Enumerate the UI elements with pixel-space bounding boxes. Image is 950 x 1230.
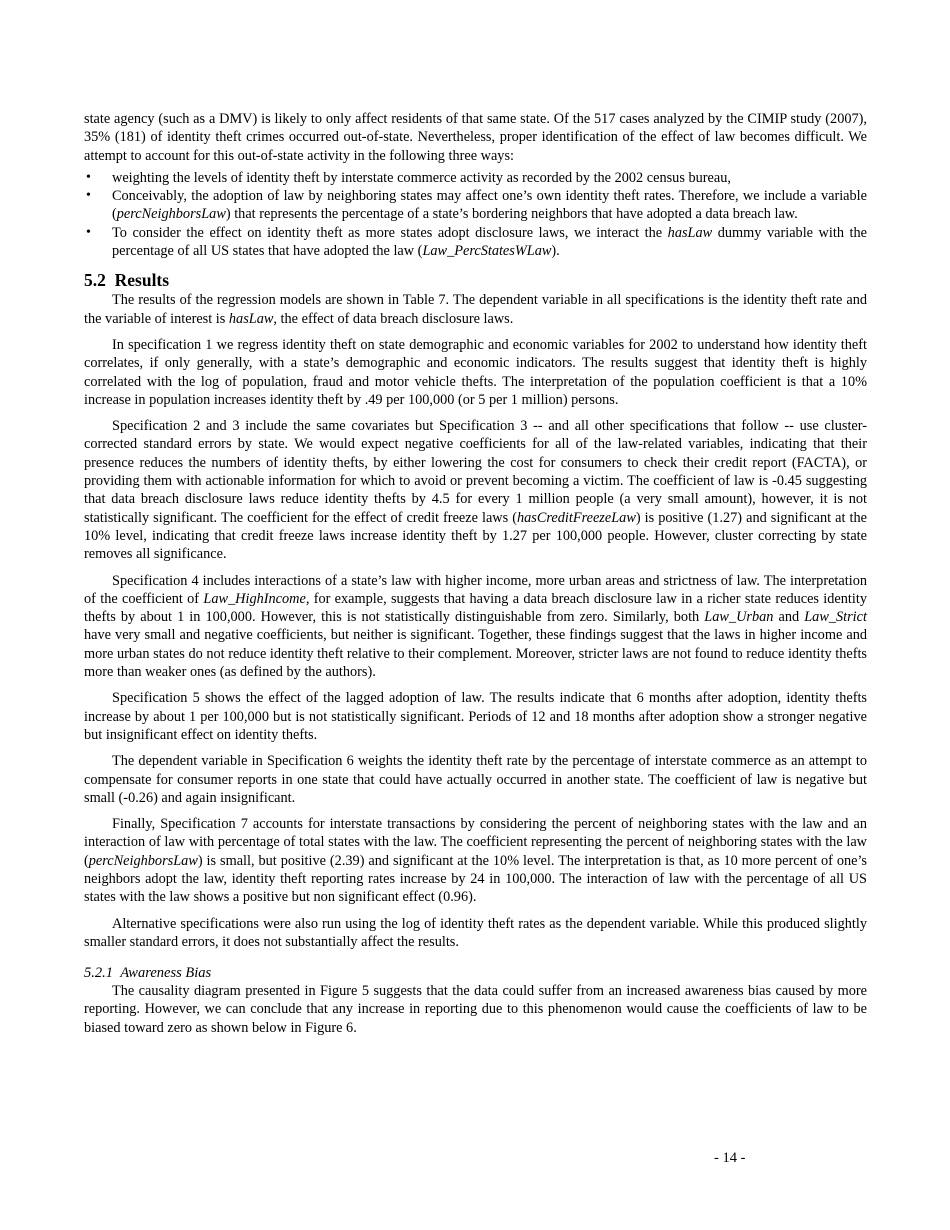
paragraph-text: Specification 4 includes interactions of a state’s law with higher income, more urban areas and strictness of law. The interpretation of the coefficient of <box>84 572 867 607</box>
paragraph <box>84 815 867 906</box>
variable-name: Law_PercStatesWLaw <box>422 243 552 260</box>
paragraph-text: and <box>773 609 805 626</box>
variable-name: hasCreditFreezeLaw <box>516 509 636 526</box>
paragraph-text: , for example, suggests that having a data breach disclosure law in a richer state reduces identity thefts by about 1 in 100,000. However, this is not statistically distinguishable from zero. Similarly, both <box>84 590 867 626</box>
bullet-list <box>84 169 867 260</box>
bullet-text: weighting the levels of identity theft by interstate commerce activity as recorded by the 2002 census bureau, <box>112 169 731 186</box>
paragraph-text: The results of the regression models are shown in Table 7. The dependent variable in all specifications is the identity theft rate and the variable of interest is <box>84 292 867 327</box>
variable-name: Law_Strict <box>804 609 867 626</box>
bullet-text: ) that represents the percentage of a state’s bordering neighbors that have adopted a data breach law. <box>225 206 798 223</box>
section-title: Results <box>114 270 170 291</box>
paragraph <box>84 291 867 328</box>
bullet-item <box>84 169 867 187</box>
variable-name: hasLaw <box>667 224 713 241</box>
section-number: 5.2 <box>84 270 106 291</box>
variable-name: Law_Urban <box>704 609 774 626</box>
paragraph: The dependent variable in Specification 6 weights the identity theft rate by the percentage of interstate commerce as an attempt to compensate for consumer reports in one state that could have actually occurred in another state. The coefficient of law is negative but small (-0.26) and again insignificant. <box>84 753 867 806</box>
subsection-number: 5.2.1 <box>84 965 113 982</box>
paragraph: Alternative specifications were also run using the log of identity theft rates as the dependent variable. While this produced slightly smaller standard errors, it does not substantially affect the results. <box>84 915 867 950</box>
page-body <box>84 110 867 1037</box>
subsection-heading-awareness-bias <box>84 964 867 982</box>
paragraph: Specification 5 shows the effect of the lagged adoption of law. The results indicate that 6 months after adoption, identity thefts increase by about 1 per 100,000 but is not statistically significant. Periods of 12 and 18 months after adoption show a stronger negative but insignificant effect on identity thefts. <box>84 690 867 743</box>
paragraph-text: ) is small, but positive (2.39) and significant at the 10% level. The interpretation is that, as 10 more percent of one’s neighbors adopt the law, identity theft reporting rates increase by 24 in 100,000. The interaction of law with the percentage of all US states with the law shows a positive but non significant effect (0.96). <box>84 852 867 906</box>
paragraph <box>84 417 867 563</box>
paragraph-text: Specification 2 and 3 include the same covariates but Specification 3 -- and all other specifications that follow -- use cluster-corrected standard errors by state. We would expect negative coefficients for all of the law-related variables, indicating that their presence reduces the numbers of identity thefts, by either lowering the cost for consumers to check their credit report (FACTA), or providing them with actionable information for which to avoid or prevent becoming a victim. The coefficient of law is -0.45 suggesting that data breach disclosure laws reduce identity thefts by 4.5 for every 1 million people (a very small amount), however, it is not statistically significant. The coefficient for the effect of credit freeze laws ( <box>84 418 867 526</box>
section-heading-results <box>84 270 867 290</box>
bullet-item <box>84 224 867 261</box>
subsection-title: Awareness Bias <box>120 965 212 982</box>
paragraph <box>84 572 867 682</box>
paragraph-text: ) is positive (1.27) and significant at the 10% level, indicating that credit freeze laws increase identity theft by 1.27 per 100,000 people. However, cluster correcting by state removes all significance. <box>84 509 867 563</box>
page-number: - 14 - <box>714 1150 746 1166</box>
variable-name: percNeighborsLaw <box>88 852 198 869</box>
variable-name: Law_HighIncome <box>203 590 306 607</box>
variable-name: percNeighborsLaw <box>116 206 226 223</box>
paragraph: The causality diagram presented in Figure 5 suggests that the data could suffer from an increased awareness bias caused by more reporting. However, we can conclude that any increase in reporting due to this phenomenon would cause the coefficients of law to be biased toward zero as shown below in Figure 6. <box>84 983 867 1036</box>
intro-paragraph: state agency (such as a DMV) is likely to only affect residents of that same state. Of the 517 cases analyzed by the CIMIP study (2007), 35% (181) of identity theft crimes occurred out-of-state. Nevertheless, proper identification of the effect of law becomes difficult. We attempt to account for this out-of-state activity in the following three ways: <box>84 111 867 164</box>
paragraph: In specification 1 we regress identity theft on state demographic and economic variables for 2002 to understand how identity theft correlates, if only generally, with a state’s demographic and economic indicators. The results suggest that identity theft is highly correlated with the log of population, fraud and motor vehicle thefts. The interpretation of the population coefficient is that a 10% increase in population increases identity theft by .49 per 100,000 (or 5 per 1 million) persons. <box>84 336 867 408</box>
bullet-item <box>84 187 867 224</box>
bullet-text: To consider the effect on identity theft as more states adopt disclosure laws, we interact the <box>112 224 668 241</box>
paragraph-text: have very small and negative coefficients, but neither is significant. Together, these findings suggest that the laws in higher income and more urban states do not reduce identity theft relative to their complement. Moreover, stricter laws are not found to reduce identity thefts more than weaker ones (as defined by the authors). <box>84 627 867 681</box>
bullet-text: ). <box>551 243 560 260</box>
bullet-text: dummy variable with the percentage of all US states that have adopted the law ( <box>112 224 867 260</box>
bullet-text: Conceivably, the adoption of law by neighboring states may affect one’s own identity theft rates. Therefore, we include a variable ( <box>112 188 867 223</box>
paragraph-text: Finally, Specification 7 accounts for interstate transactions by considering the percent of neighboring states with the law and an interaction of law with percentage of total states with the law. The coefficient representing the percent of neighboring states with the law ( <box>84 816 867 869</box>
variable-name: hasLaw <box>228 310 274 327</box>
paragraph-text: , the effect of data breach disclosure laws. <box>273 310 514 327</box>
